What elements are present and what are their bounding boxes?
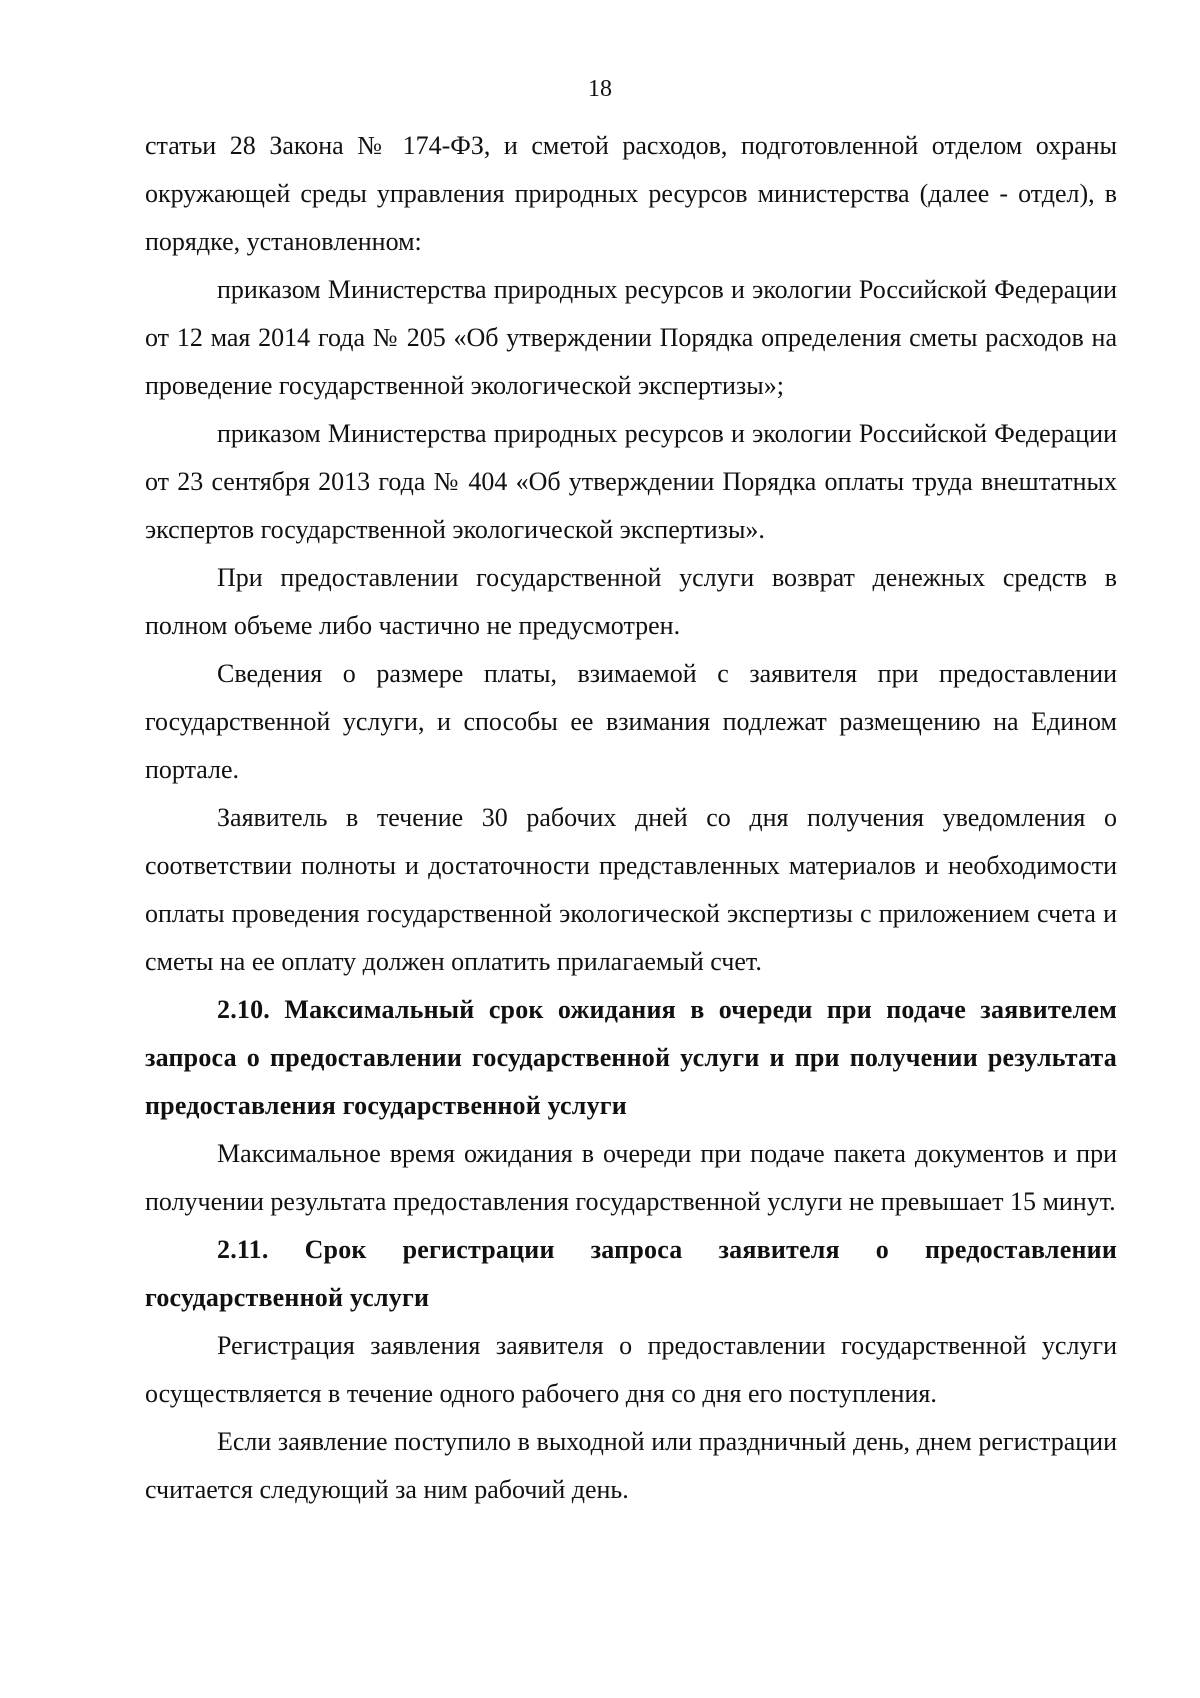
section-heading-2-10: 2.10. Максимальный срок ожидания в очереди при подаче заявителем запроса о предоставлении государственной услуги и при получении результата предоставления государственной услуги [145, 995, 1117, 1120]
section-heading-2-11: 2.11. Срок регистрации запроса заявителя о предоставлении государственной услуги [145, 1235, 1117, 1312]
paragraph-payment-deadline: Заявитель в течение 30 рабочих дней со дня получения уведомления о соответствии полноты и достаточности представленных материалов и необходимости оплаты проведения государственной экологической экспертизы с приложением счета и сметы на ее оплату должен оплатить прилагаемый счет. [145, 803, 1117, 976]
paragraph-no-refund: При предоставлении государственной услуги возврат денежных средств в полном объеме либо частично не предусмотрен. [145, 563, 1117, 640]
paragraph-fee-info: Сведения о размере платы, взимаемой с заявителя при предоставлении государственной услуги, и способы ее взимания подлежат размещению на Едином портале. [145, 659, 1117, 784]
paragraph-registration: Регистрация заявления заявителя о предоставлении государственной услуги осуществляется в течение одного рабочего дня со дня его поступления. [145, 1331, 1117, 1408]
document-body [145, 122, 1117, 1514]
paragraph-order-404: приказом Министерства природных ресурсов и экологии Российской Федерации от 23 сентября 2013 года № 404 «Об утверждении Порядка оплаты труда внештатных экспертов государственной экологической экспертизы». [145, 419, 1117, 544]
paragraph-holiday-registration: Если заявление поступило в выходной или праздничный день, днем регистрации считается следующий за ним рабочий день. [145, 1427, 1117, 1504]
page-number: 18 [588, 76, 612, 102]
paragraph-fee-basis: статьи 28 Закона № 174-ФЗ, и сметой расходов, подготовленной отделом охраны окружающей среды управления природных ресурсов министерства (далее - отдел), в порядке, установленном: [145, 131, 1117, 256]
paragraph-order-205: приказом Министерства природных ресурсов и экологии Российской Федерации от 12 мая 2014 года № 205 «Об утверждении Порядка определения сметы расходов на проведение государственной экологической экспертизы»; [145, 275, 1117, 400]
paragraph-max-wait: Максимальное время ожидания в очереди при подаче пакета документов и при получении результата предоставления государственной услуги не превышает 15 минут. [145, 1139, 1117, 1216]
